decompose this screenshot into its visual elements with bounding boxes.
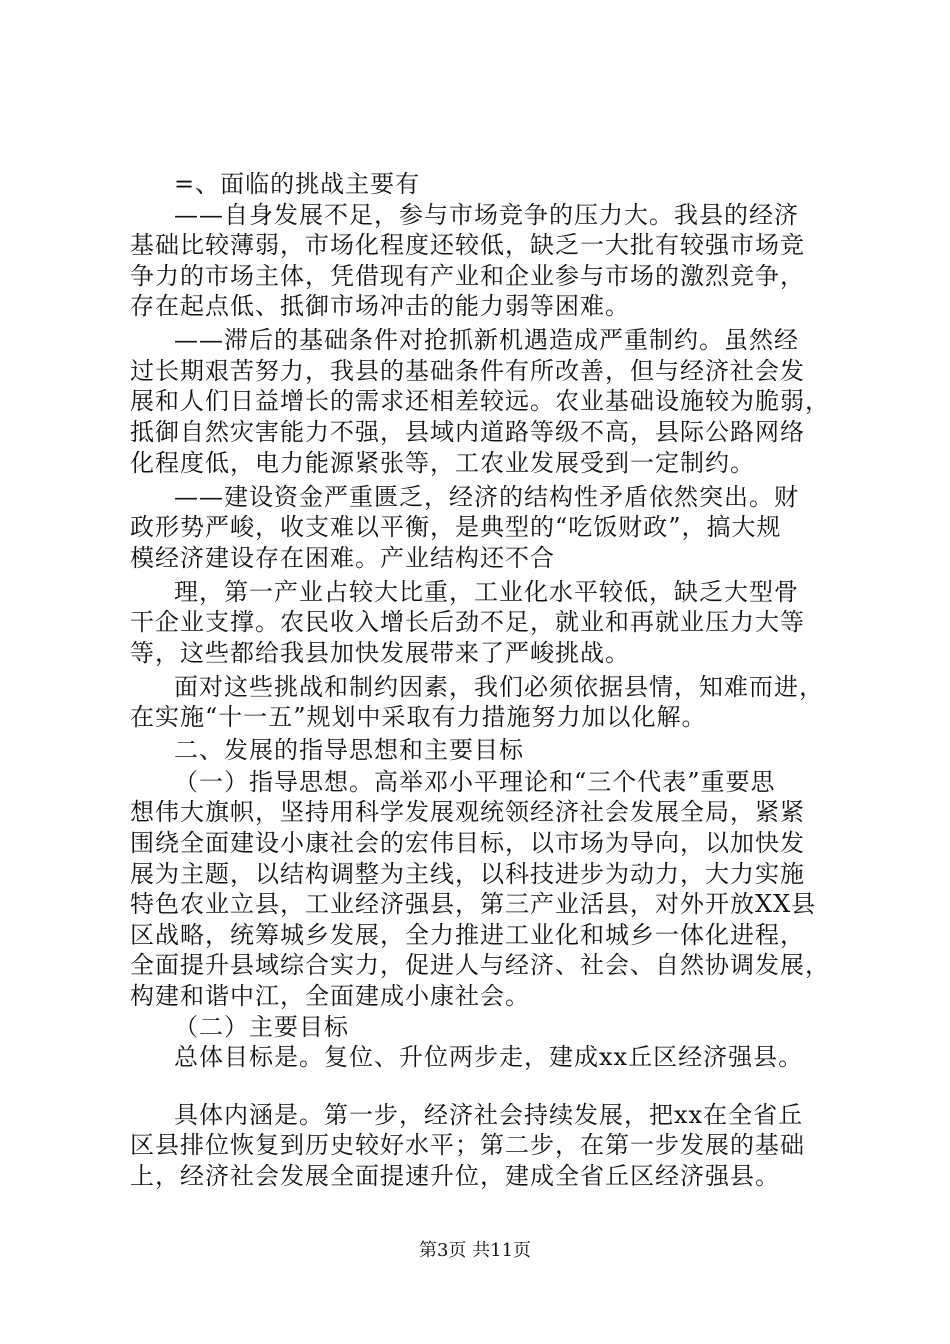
text-line: 存在起点低、抵御市场冲击的能力弱等困难。 — [130, 292, 630, 320]
text-line: 围绕全面建设小康社会的宏伟目标，以市场为导向，以加快发 — [130, 829, 805, 857]
text-line: 争力的市场主体，凭借现有产业和企业参与市场的激烈竞争， — [130, 262, 805, 290]
text-line: 基础比较薄弱，市场化程度还较低，缺乏一大批有较强市场竞 — [130, 231, 805, 259]
text-line: 展为主题，以结构调整为主线，以科技进步为动力，大力实施 — [130, 860, 805, 888]
text-line: 等，这些都给我县加快发展带来了严峻挑战。 — [130, 639, 630, 667]
text-line: 政形势严峻，收支难以平衡，是典型的“吃饭财政”，搞大规 — [130, 513, 782, 541]
heading-challenges: =、面临的挑战主要有 — [174, 170, 421, 198]
text-line: 模经济建设存在困难。产业结构还不合 — [130, 544, 555, 572]
text-line: 在实施“十一五”规划中采取有力措施努力加以化解。 — [130, 703, 707, 731]
text-line: 干企业支撑。农民收入增长后劲不足，就业和再就业压力大等 — [130, 608, 805, 636]
page-number-footer: 第3页 共11页 — [418, 1240, 532, 1261]
text-line: 特色农业立县，工业经济强县，第三产业活县，对外开放XX县 — [130, 890, 817, 918]
text-line: 上，经济社会发展全面提速升位，建成全省丘区经济强县。 — [130, 1162, 780, 1190]
text-line: 面对这些挑战和制约因素，我们必须依据县情，知难而进， — [174, 673, 824, 701]
heading-guiding-ideas: 二、发展的指导思想和主要目标 — [174, 736, 524, 764]
text-line: 总体目标是。复位、升位两步走，建成xx丘区经济强县。 — [174, 1043, 804, 1071]
text-line: 区县排位恢复到历史较好水平；第二步，在第一步发展的基础 — [130, 1131, 805, 1159]
text-line: ——自身发展不足，参与市场竞争的压力大。我县的经济 — [174, 201, 799, 229]
text-line: 抵御自然灾害能力不强，县域内道路等级不高，县际公路网络 — [130, 418, 805, 446]
text-line: 具体内涵是。第一步，经济社会持续发展，把xx在全省丘 — [174, 1101, 804, 1129]
text-line: 全面提升县域综合实力，促进人与经济、社会、自然协调发展， — [130, 951, 830, 979]
text-line: 构建和谐中江，全面建成小康社会。 — [130, 982, 530, 1010]
text-line: 过长期艰苦努力，我县的基础条件有所改善，但与经济社会发 — [130, 357, 805, 385]
text-line: 想伟大旗帜，坚持用科学发展观统领经济社会发展全局，紧紧 — [130, 798, 805, 826]
text-line: 理，第一产业占较大比重，工业化水平较低，缺乏大型骨 — [174, 578, 799, 606]
text-line: 展和人们日益增长的需求还相差较远。农业基础设施较为脆弱， — [130, 387, 830, 415]
heading-main-goals: （二）主要目标 — [174, 1013, 349, 1041]
text-line: ——建设资金严重匮乏，经济的结构性矛盾依然突出。财 — [174, 483, 799, 511]
text-line: ——滞后的基础条件对抢抓新机遇造成严重制约。虽然经 — [174, 326, 799, 354]
text-line: 化程度低，电力能源紧张等，工农业发展受到一定制约。 — [130, 449, 755, 477]
text-line: （一）指导思想。高举邓小平理论和“三个代表”重要思 — [174, 768, 776, 796]
text-line: 区战略，统筹城乡发展，全力推进工业化和城乡一体化进程， — [130, 921, 805, 949]
